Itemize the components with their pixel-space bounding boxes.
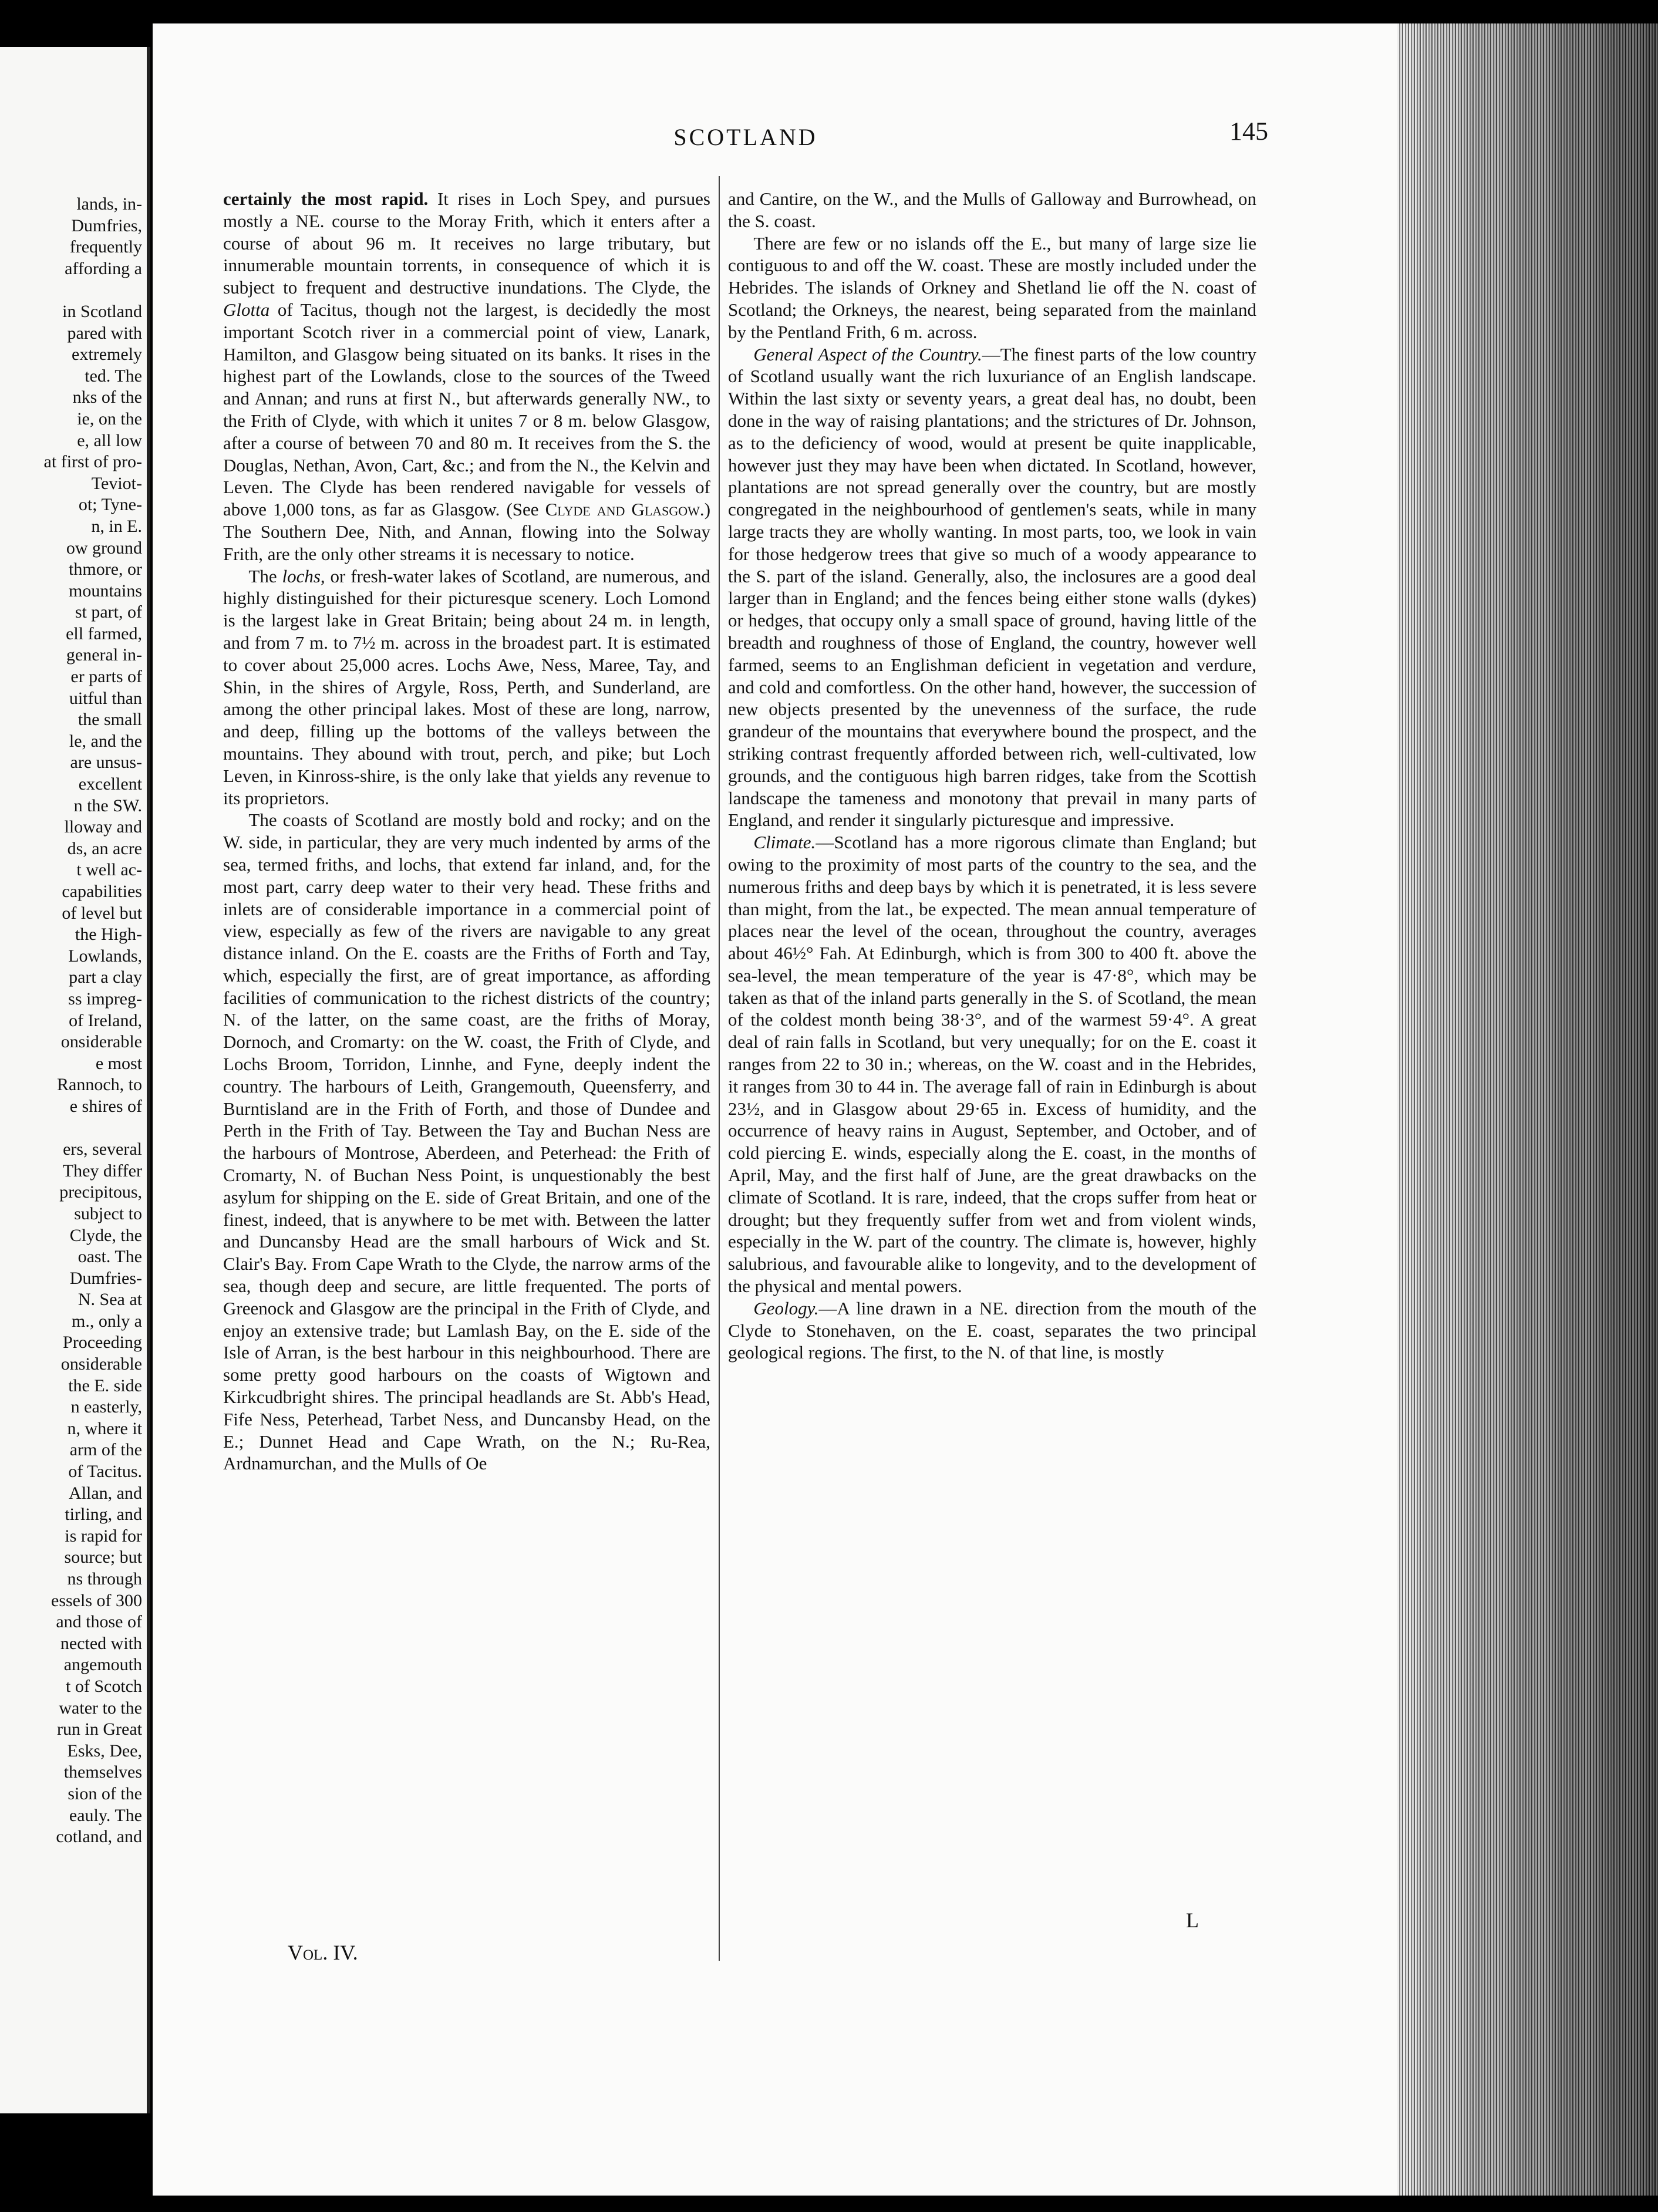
paragraph-mulls: and Cantire, on the W., and the Mulls of Galloway and Burrowhead, on the S. coast.: [728, 188, 1256, 231]
facing-page-text: lands, in- Dumfries, frequently affording a in Scotland pared with extremely ted. The nks of the ie, on the e, all low at first of pro- Teviot- ot; Tyne- n, in E. ow ground thmore, or mountains st part, of ell farmed, general in- er parts of uitful than the small le, and the are unsus- excellent n the SW. lloway and ds, an acre t well ac- capabilities of level but the High- Lowlands, part a clay ss impreg- of Ireland, onsiderable e most Rannoch, to e shires of ers, several They differ precipitous, subject to Clyde, the oast. The Dumfries- N. Sea at m., only a Proceeding onsiderable the E. side n easterly, n, where it arm of the of Tacitus. Allan, and tirling, and is rapid for source; but ns through essels of 300 and those of nected with angemouth t of Scotch water to the run in Great Esks, Dee, themselves sion of the eauly. The cotland, and: [43, 194, 142, 1847]
paragraph-climate: Climate.—Scotland has a more rigorous climate than England; but owing to the proximity of most parts of the country to the sea, and the numerous friths and deep bays by which it is penetrated, it is less severe than might, from the lat., be expected. The mean annual temperature of places near the level of the ocean, throughout the country, averages about 46½° Fah. At Edinburgh, which is from 300 to 400 ft. above the sea-level, the mean temperature of the year is 47·8°, which may be taken as that of the inland parts generally in the S. of Scotland, the mean of the coldest month being 38·3°, and of the warmest 59·4°. A great deal of rain falls in Scotland, but very unequally; for on the E. coast it ranges from 22 to 30 in.; whereas, on the W. coast and in the Hebrides, it ranges from 30 to 44 in. The average fall of rain in Edinburgh is about 23½, and in Glasgow about 29·65 in. Excess of humidity, and the occurrence of heavy rains in August, September, and October, and of cold piercing E. winds, especially along the E. coast, in the months of April, May, and the first half of June, are the great drawbacks on the climate of Scotland. It is rare, indeed, that the crops suffer from heat or drought; but they frequently suffer from wet and from violent winds, especially in the W. part of the country. The climate is, however, highly salubrious, and favourable alike to longevity, and to the development of the physical and mental powers.: [728, 832, 1256, 1297]
running-head: SCOTLAND: [673, 124, 818, 150]
page-edges: [1397, 23, 1658, 2196]
cross-reference: Clyde and Glasgow.: [545, 499, 705, 520]
page-number: 145: [1229, 117, 1268, 146]
facing-page: [0, 47, 150, 2113]
italic-term: lochs,: [282, 565, 325, 586]
volume-label: Vol. IV.: [288, 1941, 358, 1964]
section-heading: Geology.: [753, 1297, 819, 1319]
paragraph-lochs: The lochs, or fresh-water lakes of Scotland, are numerous, and highly distinguished for their picturesque scenery. Loch Lomond is the largest lake in Great Britain; being about 24 m. in length, and from 7 m. to 7½ m. across in the broadest part. It is estimated to cover about 25,000 acres. Lochs Awe, Ness, Maree, Tay, and Shin, in the shires of Argyle, Ross, Perth, and Sunderland, are among the other principal lakes. Most of these are long, narrow, and deep, filling up the bottoms of the valleys between the mountains. They abound with trout, perch, and pike; but Loch Leven, in Kinross-shire, is the only lake that yields any revenue to its proprietors.: [223, 565, 710, 808]
signature-mark: L: [1186, 1908, 1199, 1932]
bold-lead: certainly the most rapid.: [223, 188, 429, 209]
paragraph-islands: There are few or no islands off the E., but many of large size lie contiguous to and off the W. coast. These are mostly included under the Hebrides. The islands of Orkney and Shetland lie off the N. coast of Scotland; the Orkneys, the nearest, being separated from the mainland by the Pentland Frith, 6 m. across.: [728, 232, 1256, 342]
paragraph-coasts: The coasts of Scotland are mostly bold and rocky; and on the W. side, in particular, they are very much indented by arms of the sea, termed friths, and lochs, that extend far inland, and, for the most part, carry deep water to their very head. These friths and inlets are of considerable importance in a commercial point of view, especially as few of the rivers are navigable to any great distance inland. On the E. coasts are the Friths of Forth and Tay, which, especially the first, are of great importance, as affording facilities of communication to the richest districts of the country; N. of the latter, on the same coast, are the friths of Moray, Dornoch, and Cromarty: on the W. coast, the Frith of Clyde, and Lochs Broom, Torridon, Linnhe, and Fyne, deeply indent the country. The harbours of Leith, Grangemouth, Queensferry, and Burntisland are in the Frith of Forth, and those of Dundee and Perth in the Frith of Tay. Between the Tay and Buchan Ness are the harbours of Montrose, Aberdeen, and Peterhead: the Frith of Cromarty, N. of Buchan Ness Point, is unquestionably the best asylum for shipping on the E. side of Great Britain, and one of the finest, indeed, that is anywhere to be met with. Between the latter and Duncansby Head are the small harbours of Wick and St. Clair's Bay. From Cape Wrath to the Clyde, the narrow arms of the sea, though deep and secure, are little frequented. The ports of Greenock and Glasgow are the principal in the Frith of Clyde, and enjoy an extensive trade; but Lamlash Bay, on the E. side of the Isle of Arran, is the best harbour in this neighbourhood. There are some pretty good harbours on the coasts of Wigtown and Kirkcudbright shires. The principal headlands are St. Abb's Head, Fife Ness, Peterhead, Tarbet Ness, and Duncansby Head, on the E.; Dunnet Head and Cape Wrath, on the N.; Ru-Rea, Ardnamurchan, and the Mulls of Oe: [223, 810, 710, 1474]
page-header: [223, 117, 1268, 164]
right-column: [728, 188, 1256, 1364]
paragraph-geology: Geology.—A line drawn in a NE. direction from the mouth of the Clyde to Stonehaven, on the E. coast, separates the two principal geological regions. The first, to the N. of that line, is mostly: [728, 1297, 1256, 1363]
italic-term: Glotta: [223, 299, 270, 320]
left-column: [223, 188, 710, 1475]
column-rule: [719, 176, 720, 1961]
paragraph-rivers: certainly the most rapid. It rises in Loch Spey, and pursues mostly a NE. course to the Moray Frith, which it enters after a course of about 96 m. It receives no large tributary, but innumerable mountain torrents, in consequence of which it is subject to frequent and destructive inundations. The Clyde, the Glotta of Tacitus, though not the largest, is decidedly the most important Scotch river in a commercial point of view, Lanark, Hamilton, and Glasgow being situated on its banks. It rises in the highest part of the Lowlands, close to the sources of the Tweed and Annan; and runs at first N., but afterwards generally NW., to the Frith of Clyde, with which it unites 7 or 8 m. below Glasgow, after a course of between 70 and 80 m. It receives from the S. the Douglas, Nethan, Avon, Cart, &c.; and from the N., the Kelvin and Leven. The Clyde has been rendered navigable for vessels of above 1,000 tons, as far as Glasgow. (See Clyde and Glasgow.) The Southern Dee, Nith, and Annan, flowing into the Solway Frith, are the only other streams it is necessary to notice.: [223, 188, 711, 564]
section-heading: General Aspect of the Country.: [753, 343, 982, 365]
paragraph-general-aspect: General Aspect of the Country.—The finest parts of the low country of Scotland usually want the rich luxuriance of an English landscape. Within the last sixty or seventy years, a great deal has, no doubt, been done in the way of raising plantations; and the strictures of Dr. Johnson, as to the deficiency of wood, would at present be quite inapplicable, however just they may have been when dictated. In Scotland, however, plantations are not spread generally over the country, but are mostly congregated in the neighbourhood of gentlemen's seats, while in many large tracts they are wholly wanting. In most parts, too, we look in vain for those hedgerow trees that give so much of a woody appearance to the S. part of the island. Generally, also, the inclosures are a good deal larger than in England; and the fences being either stone walls (dykes) or hedges, that occupy only a small space of ground, having little of the breadth and roughness of those of England, the country, however well farmed, seems to an Englishman deficient in vegetation and verdure, and cold and comfortless. On the other hand, however, the succession of new objects presented by the unevenness of the surface, the rude grandeur of the mountains that everywhere bound the prospect, and the striking contrast frequently afforded between rich, well-cultivated, low grounds, and the contiguous high barren ridges, take from the Scottish landscape the tameness and monotony that prevail in many parts of England, and render it singularly picturesque and impressive.: [728, 343, 1257, 831]
section-heading: Climate.: [753, 832, 816, 853]
